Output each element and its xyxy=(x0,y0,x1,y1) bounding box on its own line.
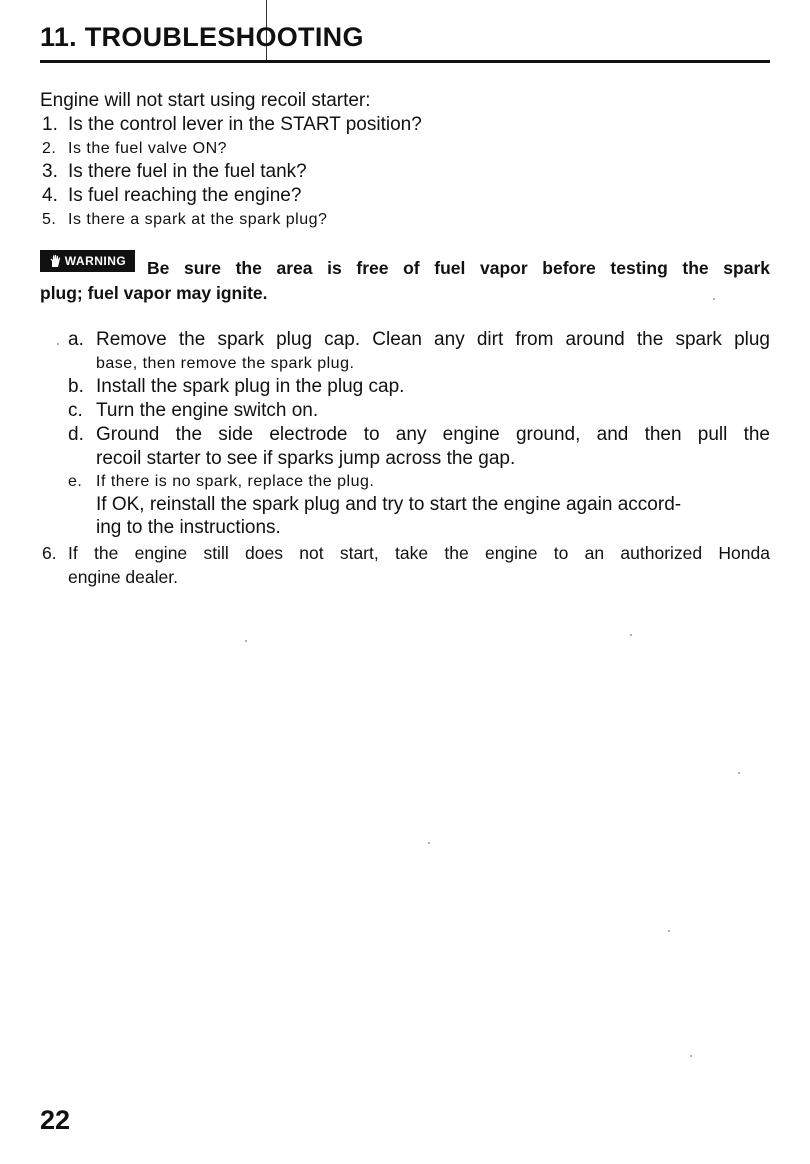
step-text: Remove the spark plug cap. Clean any dirt from around the spark plug xyxy=(96,329,770,350)
scan-speck xyxy=(57,343,59,345)
check-number: 1. xyxy=(42,114,58,135)
check-number: 4. xyxy=(42,185,58,206)
check-number: 5. xyxy=(42,211,57,228)
scan-speck xyxy=(630,634,632,636)
scan-speck xyxy=(738,772,740,774)
step-text: Install the spark plug in the plug cap. xyxy=(96,376,405,397)
check-continuation: engine dealer. xyxy=(68,567,178,587)
scan-speck xyxy=(690,1055,692,1057)
check-item xyxy=(42,541,770,565)
check-text: Is the fuel valve ON? xyxy=(68,140,228,157)
check-text: Is there a spark at the spark plug? xyxy=(68,211,328,228)
check-item xyxy=(42,184,301,208)
step-letter: d. xyxy=(68,424,84,445)
step-item xyxy=(68,470,374,494)
step-continuation: ing to the instructions. xyxy=(96,517,281,538)
warning-badge xyxy=(40,250,135,272)
step-letter: a. xyxy=(68,329,84,350)
step-text: If there is no spark, replace the plug. xyxy=(96,473,375,490)
check-number: 6. xyxy=(42,543,57,563)
warning-badge-label: WARNING xyxy=(64,254,127,268)
check-text: If the engine still does not start, take the engine to an authorized Honda xyxy=(68,543,770,563)
check-item xyxy=(42,137,227,161)
intro-text: Engine will not start using recoil starter: xyxy=(40,90,371,111)
check-text: Is fuel reaching the engine? xyxy=(68,185,302,206)
check-item xyxy=(42,160,307,184)
step-continuation: If OK, reinstall the spark plug and try to start the engine again accord- xyxy=(96,494,682,515)
scan-speck xyxy=(428,842,430,844)
section-title: 11. TROUBLESHOOTING xyxy=(40,22,364,52)
step-text: Turn the engine switch on. xyxy=(96,400,319,421)
step-text: Ground the side electrode to any engine ground, and then pull the xyxy=(96,424,770,445)
check-item xyxy=(42,113,422,137)
page-number: 22 xyxy=(40,1105,71,1135)
step-item xyxy=(68,399,318,423)
warning-text-line2: plug; fuel vapor may ignite. xyxy=(40,283,268,303)
step-continuation: recoil starter to see if sparks jump across the gap. xyxy=(96,448,516,469)
check-number: 3. xyxy=(42,161,58,182)
scan-speck xyxy=(668,930,670,932)
step-item xyxy=(68,328,770,352)
hand-warning-icon xyxy=(49,254,62,268)
step-letter: b. xyxy=(68,376,84,397)
check-number: 2. xyxy=(42,140,57,157)
check-text: Is there fuel in the fuel tank? xyxy=(68,161,307,182)
step-letter: c. xyxy=(68,400,83,421)
check-text: Is the control lever in the START position? xyxy=(68,114,422,135)
step-letter: e. xyxy=(68,473,83,490)
scan-speck xyxy=(713,298,715,300)
step-item xyxy=(68,375,404,399)
step-continuation: base, then remove the spark plug. xyxy=(96,355,355,372)
step-item xyxy=(68,423,770,447)
check-item xyxy=(42,208,327,232)
warning-text-line1: Be sure the area is free of fuel vapor before testing the spark xyxy=(147,258,770,278)
title-rule xyxy=(40,60,770,63)
scan-speck xyxy=(245,640,247,642)
